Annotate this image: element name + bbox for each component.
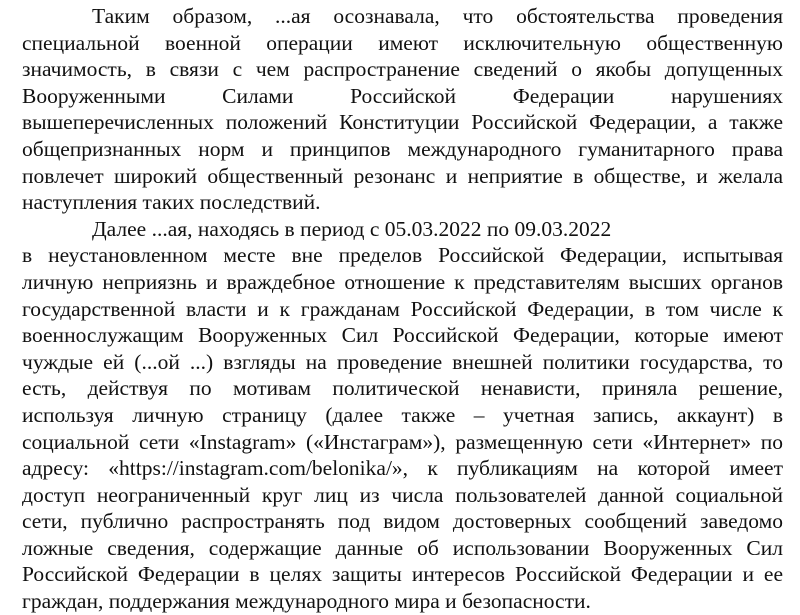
paragraph-actions [22,242,783,614]
text-line: Вооруженными Силами Российской Федерации нарушениях [22,83,783,108]
document-page [22,3,783,615]
paragraph-period [22,216,783,243]
text-line: личную неприязнь и враждебное отношение к представителям высших органов [22,269,783,294]
text-line: наступления таких последствий. [22,190,321,215]
text-line: сети, публично распространять под видом достоверных сообщений заведомо [22,509,783,534]
text-line: ложные сведения, содержащие данные об использовании Вооруженных Сил [22,535,783,560]
url-text-line: адресу: «https://instagram.com/belonika/», к публикациям на которой имеет [22,456,783,481]
text-line: Далее ...ая, находясь в период с 05.03.2022 по 09.03.2022 [92,216,612,241]
text-line: есть, действуя по мотивам политической ненависти, приняла решение, [22,376,783,401]
text-line: Российской Федерации в целях защиты интересов Российской Федерации и ее [22,562,783,587]
text-line: повлечет широкий общественный резонанс и неприятие в обществе, и желала [22,163,783,188]
text-line: общепризнанных норм и принципов международного гуманитарного права [22,136,783,161]
text-line: государственной власти и к гражданам Российской Федерации, в том числе к [22,296,783,321]
text-line: Таким образом, ...ая осознавала, что обстоятельства проведения [92,4,783,28]
text-line: используя личную страницу (далее также – учетная запись, аккаунт) в [22,402,783,427]
text-line: граждан, поддержания международного мира и безопасности. [22,589,591,614]
text-line: в неустановленном месте вне пределов Российской Федерации, испытывая [22,243,783,268]
text-line: специальной военной операции имеют исключительную общественную [22,30,783,55]
text-line: вышеперечисленных положений Конституции Российской Федерации, а также [22,110,783,135]
text-line: значимость, в связи с чем распространение сведений о якобы допущенных [22,57,783,82]
text-line: доступ неограниченный круг лиц из числа пользователей данной социальной [22,482,783,507]
text-line: социальной сети «Instagram» («Инстаграм»), размещенную сети «Интернет» по [22,429,783,454]
paragraph-awareness [22,3,783,216]
text-line: военнослужащим Вооруженных Сил Российской Федерации, которые имеют [22,323,783,348]
text-line: чуждые ей (...ой ...) взгляды на проведение внешней политики государства, то [22,349,783,374]
